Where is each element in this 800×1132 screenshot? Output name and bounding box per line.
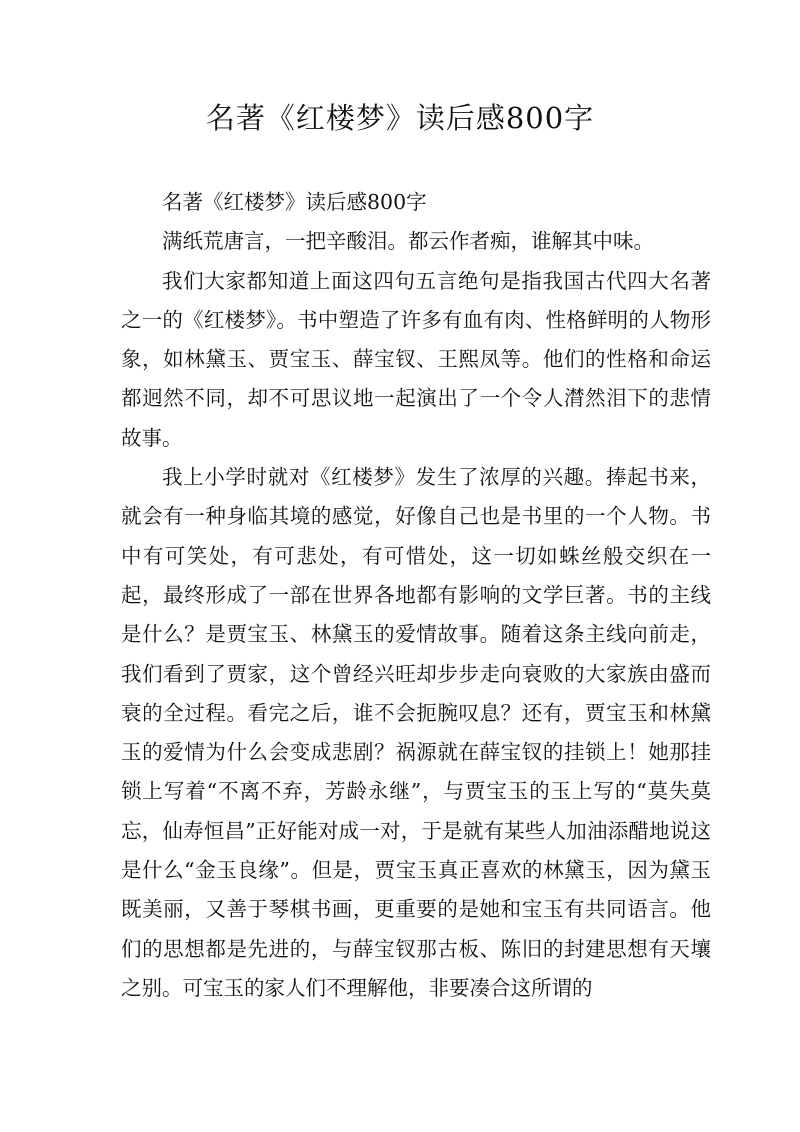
document-body <box>121 183 711 1008</box>
paragraph-intro: 我们大家都知道上面这四句五言绝句是指我国古代四大名著之一的《红楼梦》。书中塑造了许多有血有肉、性格鲜明的人物形象，如林黛玉、贾宝玉、薛宝钗、王熙凤等。他们的性格和命运都迥然不同，却不可思议地一起演出了一个令人潸然泪下的悲情故事。 <box>121 268 711 450</box>
document-title: 名著《红楼梦》读后感800字 <box>205 101 595 135</box>
paragraph-subtitle: 名著《红楼梦》读后感800字 <box>162 190 427 214</box>
paragraph-main: 我上小学时就对《红楼梦》发生了浓厚的兴趣。捧起书来，就会有一种身临其境的感觉，好像自己也是书里的一个人物。书中有可笑处，有可悲处，有可惜处，这一切如蛛丝般交织在一起，最终形成了一部在世界各地都有影响的文学巨著。书的主线是什么？是贾宝玉、林黛玉的爱情故事。随着这条主线向前走，我们看到了贾家，这个曾经兴旺却步步走向衰败的大家族由盛而衰的全过程。看完之后，谁不会扼腕叹息？还有，贾宝玉和林黛玉的爱情为什么会变成悲剧？祸源就在薛宝钗的挂锁上！她那挂锁上写着“不离不弃，芳龄永继”，与贾宝玉的玉上写的“莫失莫忘，仙寿恒昌”正好能对成一对，于是就有某些人加油添醋地说这是什么“金玉良缘”。但是，贾宝玉真正喜欢的林黛玉，因为黛玉既美丽，又善于琴棋书画，更重要的是她和宝玉有共同语言。他们的思想都是先进的，与薛宝钗那古板、陈旧的封建思想有天壤之别。可宝玉的家人们不理解他，非要凑合这所谓的 <box>121 465 711 1000</box>
paragraph-poem: 满纸荒唐言，一把辛酸泪。都云作者痴，谁解其中味。 <box>162 229 654 254</box>
